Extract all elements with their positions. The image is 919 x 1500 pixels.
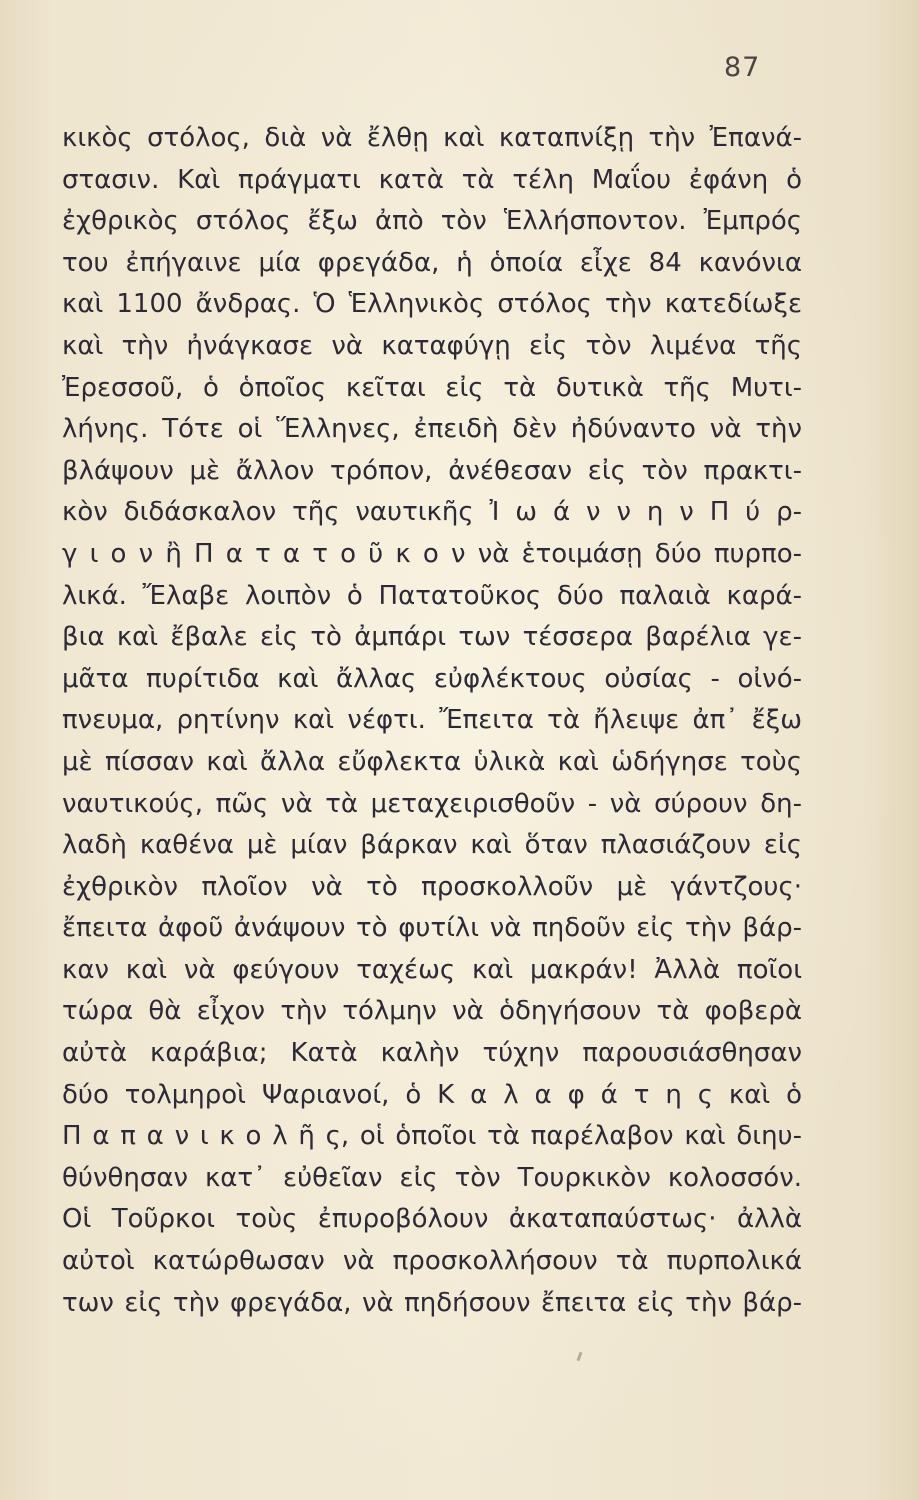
text-line-29: των εἰς τὴν φρεγάδα, νὰ πηδήσουν ἔπειτα εἰς τὴν βάρ- (62, 1287, 802, 1318)
text-line-22: τώρα θὰ εἶχον τὴν τόλμην νὰ ὁδηγήσουν τὰ φοβερὰ (62, 996, 802, 1027)
stray-ink-mark (577, 1352, 583, 1361)
text-line-23: αὐτὰ καράβια; Κατὰ καλὴν τύχην παρουσιάσθησαν (62, 1038, 802, 1069)
text-line-4: του ἐπήγαινε μία φρεγάδα, ἡ ὁποία εἶχε 84 κανόνια (62, 247, 802, 278)
text-line-2: στασιν. Καὶ πράγματι κατὰ τὰ τέλη Μαΐου ἐφάνη ὁ (62, 164, 802, 195)
text-body (62, 118, 802, 1324)
text-line-27: Οἱ Τοῦρκοι τοὺς ἐπυροβόλουν ἀκαταπαύστως· ἀλλὰ (62, 1204, 802, 1235)
text-line-20: ἔπειτα ἀφοῦ ἀνάψουν τὸ φυτίλι νὰ πηδοῦν εἰς τὴν βάρ- (62, 913, 802, 944)
text-line-1: κικὸς στόλος, διὰ νὰ ἔλθῃ καὶ καταπνίξῃ τὴν Ἐπανά- (62, 123, 802, 153)
text-line-15: πνευμα, ρητίνην καὶ νέφτι. Ἔπειτα τὰ ἤλειψε ἀπ᾽ ἔξω (62, 705, 802, 736)
text-line-3: ἐχθρικὸς στόλος ἔξω ἀπὸ τὸν Ἑλλήσποντον. Ἐμπρός (62, 206, 802, 237)
text-line-7: Ἐρεσσοῦ, ὁ ὁποῖος κεῖται εἰς τὰ δυτικὰ τῆς Μυτι- (62, 372, 802, 403)
text-line-17: ναυτικούς, πῶς νὰ τὰ μεταχειρισθοῦν - νὰ σύρουν δη- (62, 788, 802, 819)
text-line-21: καν καὶ νὰ φεύγουν ταχέως καὶ μακράν! Ἀλλὰ ποῖοι (62, 954, 802, 985)
text-line-28: αὐτοὶ κατώρθωσαν νὰ προσκολλήσουν τὰ πυρπολικά (62, 1246, 802, 1277)
text-line-18: λαδὴ καθένα μὲ μίαν βάρκαν καὶ ὅταν πλασιάζουν εἰς (62, 830, 802, 861)
page-number: 87 (724, 52, 761, 83)
text-line-13: βια καὶ ἔβαλε εἰς τὸ ἀμπάρι των τέσσερα βαρέλια γε- (62, 622, 802, 653)
text-line-10: κὸν διδάσκαλον τῆς ναυτικῆς Ἰ ω ά ν ν η ν Π ύ ρ- (62, 497, 802, 528)
text-line-24: δύο τολμηροὶ Ψαριανοί, ὁ Κ α λ α φ ά τ η ς καὶ ὁ (62, 1079, 802, 1110)
text-line-6: καὶ τὴν ἠνάγκασε νὰ καταφύγῃ εἰς τὸν λιμένα τῆς (62, 330, 802, 361)
text-line-26: θύνθησαν κατ᾽ εὐθεῖαν εἰς τὸν Τουρκικὸν κολοσσόν. (62, 1162, 802, 1193)
text-line-14: μᾶτα πυρίτιδα καὶ ἄλλας εὐφλέκτους οὐσίας - οἰνό- (62, 663, 802, 694)
text-line-12: λικά. Ἔλαβε λοιπὸν ὁ Πατατοῦκος δύο παλαιὰ καρά- (62, 580, 802, 611)
text-line-9: βλάψουν μὲ ἄλλον τρόπον, ἀνέθεσαν εἰς τὸν πρακτι- (62, 455, 802, 486)
text-line-16: μὲ πίσσαν καὶ ἄλλα εὔφλεκτα ὑλικὰ καὶ ὡδήγησε τοὺς (62, 746, 802, 777)
text-line-25: Π α π α ν ι κ ο λ ῆ ς, οἱ ὁποῖοι τὰ παρέλαβον καὶ διηυ- (62, 1121, 802, 1152)
text-line-8: λήνης. Τότε οἱ Ἕλληνες, ἐπειδὴ δὲν ἠδύναντο νὰ τὴν (62, 414, 802, 445)
text-line-11: γ ι ο ν ἢ Π α τ α τ ο ῦ κ ο ν νὰ ἑτοιμάσῃ δύο πυρπο- (62, 538, 802, 569)
text-line-19: ἐχθρικὸν πλοῖον νὰ τὸ προσκολλοῦν μὲ γάντζους· (62, 871, 802, 902)
text-line-5: καὶ 1100 ἄνδρας. Ὁ Ἑλληνικὸς στόλος τὴν κατεδίωξε (62, 289, 802, 320)
